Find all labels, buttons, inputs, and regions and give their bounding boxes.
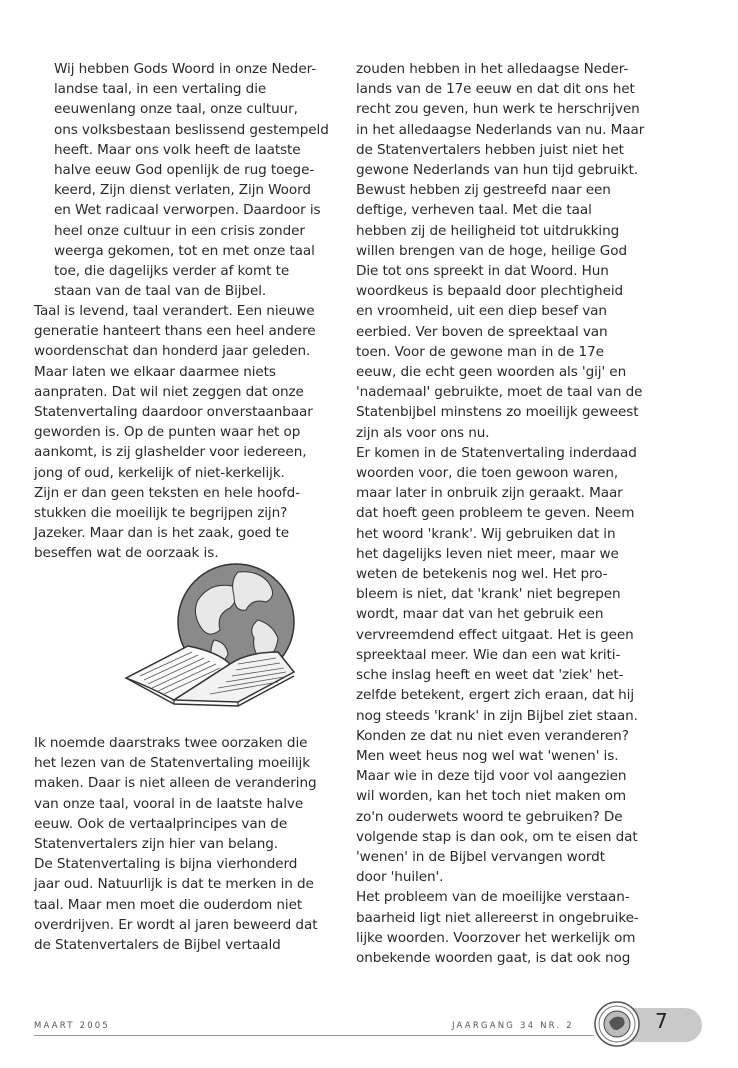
text-line: Taal is levend, taal verandert. Een nieuwe — [34, 303, 315, 319]
paragraph-krank — [356, 443, 648, 887]
text-line: zelfde betekent, ergert zich eraan, dat hij — [356, 687, 635, 704]
text-line: nog steeds 'krank' in zijn Bijbel ziet staan. — [356, 707, 638, 724]
text-line: woorden voor, die toen gewoon waren, — [356, 465, 619, 482]
text-line: toen. Voor de gewone man in de 17e — [356, 343, 604, 360]
text-line: ons volksbestaan beslissend gestempeld — [54, 121, 329, 138]
text-line: Jazeker. Maar dan is het zaak, goed te — [34, 525, 290, 542]
text-line: baarheid ligt niet allereerst in ongebruike- — [356, 909, 639, 926]
text-line: weerga gekomen, tot en met onze taal — [54, 242, 315, 259]
globe-and-open-book-illustration — [118, 560, 318, 710]
article-column-right — [356, 59, 648, 968]
text-line: woordkeus is bepaald door plechtigheid — [356, 283, 624, 300]
text-line: zouden hebben in het alledaagse Neder- — [356, 61, 629, 77]
text-line: landse taal, in een vertaling die — [54, 81, 267, 98]
text-line: in het alledaagse Nederlands van nu. Maar — [356, 121, 645, 138]
text-line: 'wenen' in de Bijbel vervangen wordt — [356, 848, 605, 865]
text-line: eerbied. Ver boven de spreektaal van — [356, 323, 608, 340]
text-line: Statenvertaling daardoor onverstaanbaar — [34, 404, 313, 421]
text-line: taal. Maar men moet die ouderdom niet — [34, 896, 303, 913]
text-line: door 'huilen'. — [356, 869, 444, 886]
text-line: beseffen wat de oorzaak is. — [34, 545, 219, 562]
text-line: overdrijven. Er wordt al jaren beweerd dat — [34, 916, 318, 933]
text-line: willen brengen van de hoge, heilige God — [356, 242, 627, 259]
text-line: lijke woorden. Voorzover het werkelijk om — [356, 929, 636, 946]
text-line: aankomt, is zij glashelder voor iedereen, — [34, 444, 307, 461]
text-line: Statenbijbel minstens zo moeilijk geweest — [356, 404, 639, 421]
footer-issue-date: MAART 2005 — [34, 1021, 111, 1031]
text-line: het dagelijks leven niet meer, maar we — [356, 545, 619, 562]
text-line: de Statenvertalers de Bijbel vertaald — [34, 937, 281, 954]
text-line: eeuw, die echt geen woorden als 'gij' en — [356, 364, 627, 381]
text-line: maar later in onbruik zijn geraakt. Maar — [356, 485, 623, 502]
text-line: de Statenvertalers hebben juist niet het — [356, 141, 624, 158]
text-line: Er komen in de Statenvertaling inderdaad — [356, 444, 637, 461]
text-line: bleem is niet, dat 'krank' niet begrepen — [356, 586, 621, 603]
text-line: aanpraten. Dat wil niet zeggen dat onze — [34, 383, 304, 400]
text-line: eeuwenlang onze taal, onze cultuur, — [54, 101, 298, 118]
text-line: woordenschat dan honderd jaar geleden. — [34, 343, 311, 360]
paragraph-taal-is-levend — [34, 301, 326, 564]
text-line: Zijn er dan geen teksten en hele hoofd- — [34, 484, 300, 501]
text-line: wordt, maar dat van het gebruik een — [356, 606, 604, 623]
footer-volume: JAARGANG 34 NR. 2 — [452, 1021, 574, 1031]
text-line: maken. Daar is niet alleen de verandering — [34, 775, 317, 792]
text-line: weten de betekenis nog wel. Het pro- — [356, 566, 608, 583]
text-line: deftige, verheven taal. Met die taal — [356, 202, 592, 219]
text-line: generatie hanteert thans een heel andere — [34, 323, 316, 340]
text-line: jaar oud. Natuurlijk is dat te merken in de — [34, 876, 314, 893]
text-line: Maar laten we elkaar daarmee niets — [34, 363, 276, 380]
text-line: toe, die dagelijks verder af komt te — [54, 263, 290, 280]
text-line: Bewust hebben zij gestreefd naar een — [356, 182, 611, 199]
text-line: onbekende woorden gaat, is dat ook nog — [356, 949, 631, 966]
paragraph-vierhonderd-jaar — [34, 854, 326, 955]
text-line: Konden ze dat nu niet even veranderen? — [356, 727, 629, 744]
text-line: Maar wie in deze tijd voor vol aangezien — [356, 768, 627, 785]
text-line: De Statenvertaling is bijna vierhonderd — [34, 856, 298, 873]
paragraph-oorzaken — [34, 733, 326, 854]
text-line: eeuw. Ook de vertaalprincipes van de — [34, 815, 288, 832]
text-line: halve eeuw God openlijk de rug toege- — [54, 162, 315, 179]
text-line: het lezen van de Statenvertaling moeilijk — [34, 755, 311, 772]
text-line: het woord 'krank'. Wij gebruiken dat in — [356, 525, 616, 542]
footer-divider — [34, 1035, 594, 1036]
intro-paragraph — [34, 59, 329, 301]
paragraph-verstaanbaarheid — [356, 887, 648, 968]
text-line: geworden is. Op de punten waar het op — [34, 424, 301, 441]
text-line: Wij hebben Gods Woord in onze Neder- — [54, 61, 317, 77]
text-line: Het probleem van de moeilijke verstaan- — [356, 889, 630, 906]
text-line: zo'n ouderwets woord te gebruiken? De — [356, 808, 623, 825]
text-line: zijn als voor ons nu. — [356, 424, 490, 441]
text-line: vervreemdend effect uitgaat. Het is geen — [356, 626, 634, 643]
text-line: volgende stap is dan ook, om te eisen dat — [356, 828, 638, 845]
text-line: en Wet radicaal verworpen. Daardoor is — [54, 202, 321, 219]
text-line: keerd, Zijn dienst verlaten, Zijn Woord — [54, 182, 311, 199]
text-line: gewone Nederlands van hun tijd gebruikt. — [356, 162, 639, 179]
text-line: 'nademaal' gebruikte, moet de taal van de — [356, 384, 643, 401]
text-line: sche inslag heeft en weet dat 'ziek' het- — [356, 667, 624, 684]
page-number: 7 — [655, 1009, 668, 1033]
text-line: en vroomheid, uit een diep besef van — [356, 303, 607, 320]
text-line: Ik noemde daarstraks twee oorzaken die — [34, 735, 308, 751]
text-line: Statenvertalers zijn hier van belang. — [34, 836, 278, 853]
text-line: stukken die moeilijk te begrijpen zijn? — [34, 505, 288, 522]
text-line: dat hoeft geen probleem te geven. Neem — [356, 505, 635, 522]
text-line: spreektaal meer. Wie dan een wat kriti- — [356, 646, 621, 663]
magazine-seal-icon — [593, 1000, 641, 1048]
text-line: van onze taal, vooral in de laatste halve — [34, 795, 304, 812]
text-line: wil worden, kan het toch niet maken om — [356, 788, 627, 805]
text-line: Die tot ons spreekt in dat Woord. Hun — [356, 263, 609, 280]
text-line: recht zou geven, hun werk te herschrijven — [356, 101, 640, 118]
text-line: Men weet heus nog wel wat 'wenen' is. — [356, 747, 619, 764]
article-column-left-mid — [34, 301, 326, 564]
paragraph-verheven-taal — [356, 59, 648, 443]
text-line: jong of oud, kerkelijk of niet-kerkelijk. — [34, 464, 285, 481]
article-column-left-bottom — [34, 733, 326, 955]
text-line: hebben zij de heiligheid tot uitdrukking — [356, 222, 620, 239]
text-line: heeft. Maar ons volk heeft de laatste — [54, 141, 301, 158]
text-line: lands van de 17e eeuw en dat dit ons het — [356, 81, 635, 98]
text-line: staan van de taal van de Bijbel. — [54, 283, 267, 300]
open-book-icon — [126, 646, 294, 706]
article-column-left-top — [34, 59, 329, 301]
text-line: heel onze cultuur in een crisis zonder — [54, 222, 305, 239]
